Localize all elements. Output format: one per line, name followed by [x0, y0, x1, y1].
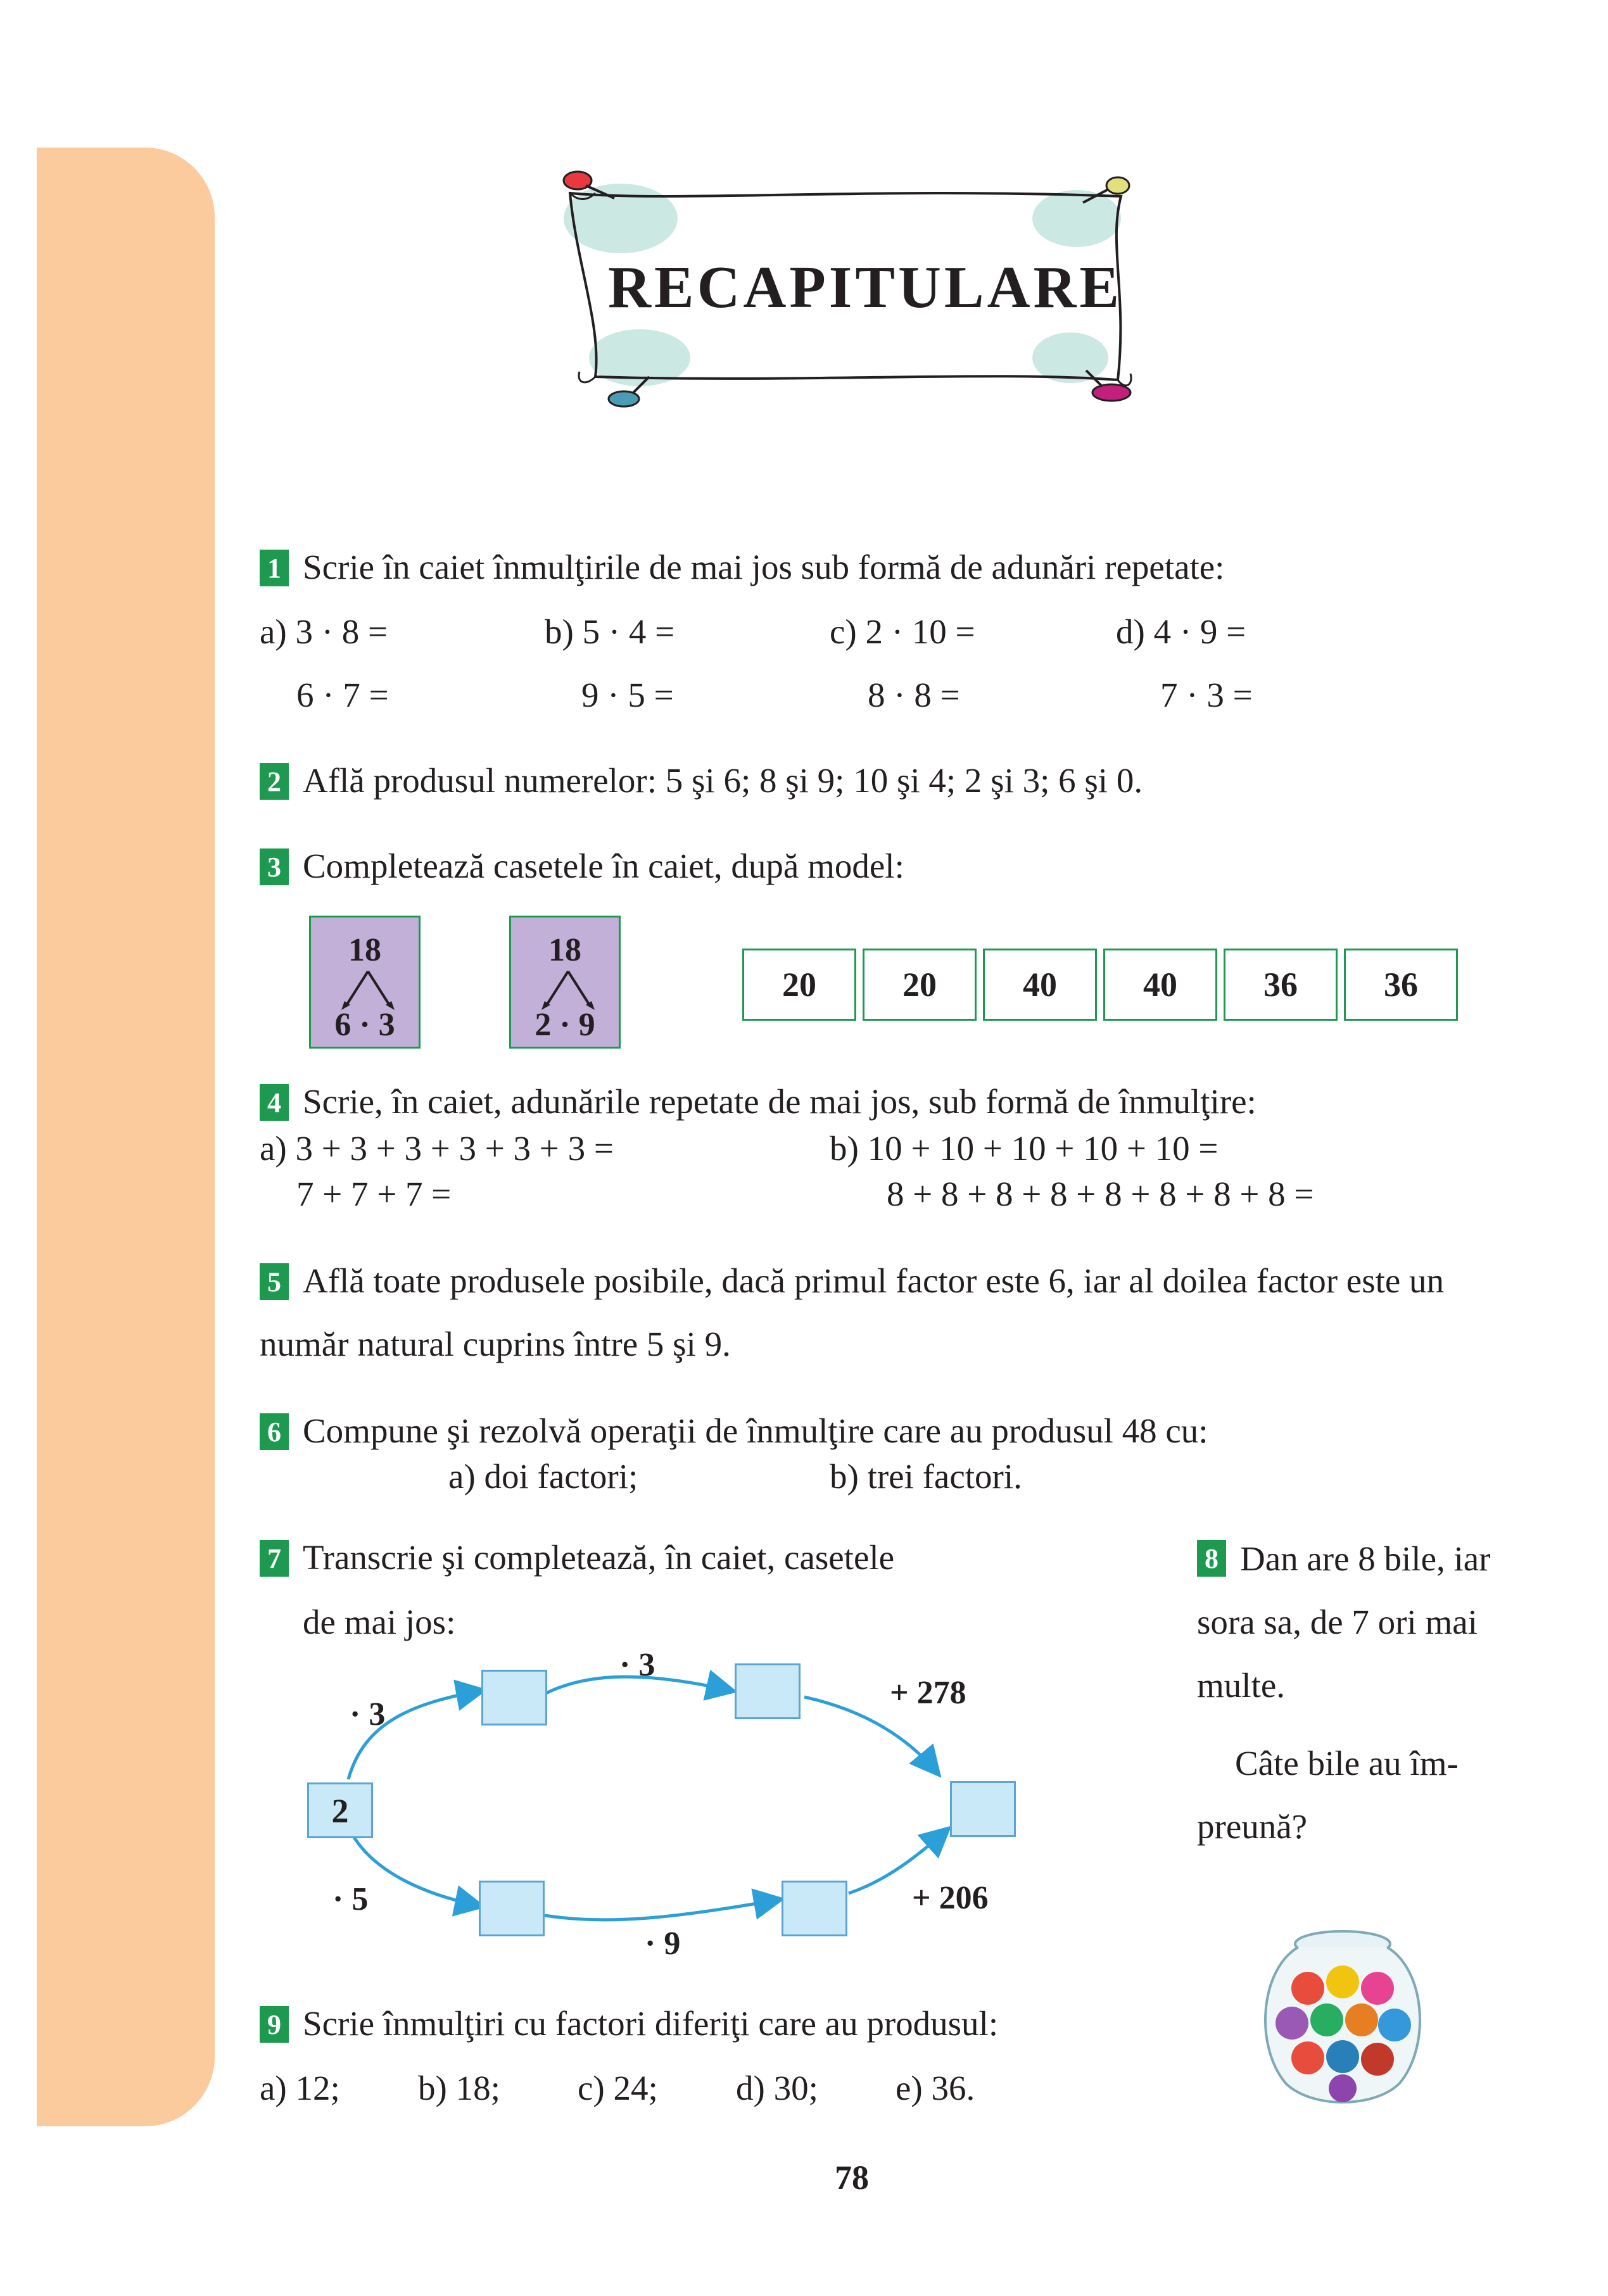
exercise-7-line2: de mai jos: [303, 1603, 456, 1641]
ex9-e: e) 36. [896, 2069, 975, 2107]
model-product: 18 [548, 932, 581, 968]
ex1-d: d) 4 · 9 = [1116, 612, 1246, 651]
answer-box: 40 [983, 949, 1097, 1021]
marble-jar-illustration [1248, 1919, 1438, 2115]
op-upper-left: · 3 [350, 1696, 386, 1732]
ex4-a1: a) 3 + 3 + 3 + 3 + 3 + 3 = [260, 1129, 614, 1168]
exercise-7-line1: Transcrie şi completează, în caiet, casetele [303, 1538, 895, 1577]
empty-box [782, 1881, 847, 1936]
op-upper-mid: · 3 [619, 1647, 655, 1683]
exercise-number: 2 [260, 763, 289, 800]
ex1-b2: 9 · 5 = [581, 676, 674, 714]
model-factors: 2 · 9 [535, 1007, 595, 1043]
empty-box [479, 1881, 545, 1936]
ex4-b2: 8 + 8 + 8 + 8 + 8 + 8 + 8 + 8 = [887, 1175, 1314, 1213]
page-number: 78 [835, 2159, 869, 2197]
exercise-number: 4 [260, 1084, 289, 1121]
exercise-6-prompt: Compune şi rezolvă operaţii de înmulţire care au produsul 48 cu: [303, 1411, 1208, 1450]
page-title: RECAPITULARE [608, 255, 1123, 320]
answer-box: 40 [1103, 949, 1217, 1021]
ex6-b: b) trei factori. [830, 1457, 1022, 1496]
exercise-3-prompt: Completează casetele în caiet, după model: [303, 847, 904, 885]
ex1-b: b) 5 · 4 = [545, 612, 675, 651]
ex1-d2: 7 · 3 = [1160, 676, 1253, 714]
answer-box: 36 [1224, 949, 1338, 1021]
model-box [509, 916, 621, 1049]
exercise-9-prompt: Scrie înmulţiri cu factori diferiţi care au produsul: [303, 2004, 999, 2043]
ex1-a: a) 3 · 8 = [260, 612, 388, 651]
answer-box: 36 [1344, 949, 1458, 1021]
op-lower-left: · 5 [332, 1881, 369, 1917]
empty-box [735, 1663, 801, 1719]
ex6-a: a) doi factori; [448, 1457, 638, 1496]
ex8-question1: Câte bile au îm- [1235, 1744, 1459, 1782]
ex4-a2: 7 + 7 + 7 = [296, 1175, 452, 1213]
ex9-c: c) 24; [578, 2069, 658, 2107]
ex8-question2: preună? [1197, 1807, 1308, 1846]
exercise-number: 7 [260, 1540, 289, 1577]
side-tab [37, 148, 215, 2126]
op-lower-right: + 206 [912, 1880, 989, 1916]
exercise-number: 8 [1197, 1540, 1226, 1577]
model-factors: 6 · 3 [334, 1007, 395, 1043]
ex9-b: b) 18; [418, 2069, 500, 2107]
ex1-a2: 6 · 7 = [296, 676, 389, 714]
ex1-c: c) 2 · 10 = [830, 612, 975, 651]
exercise-number: 5 [260, 1263, 289, 1300]
exercise-5-line2: număr natural cuprins între 5 şi 9. [260, 1325, 731, 1363]
empty-box [481, 1670, 547, 1725]
arrow-lower-mid [545, 1900, 779, 1920]
exercise-number: 3 [260, 848, 289, 885]
answer-box: 20 [742, 949, 856, 1021]
exercise-5-line1: Află toate produsele posibile, dacă primul factor este 6, iar al doilea factor este un [303, 1261, 1445, 1300]
empty-box [950, 1781, 1016, 1837]
ex1-c2: 8 · 8 = [868, 676, 960, 714]
start-box: 2 [307, 1782, 373, 1838]
answer-box: 20 [863, 949, 977, 1021]
exercise-number: 6 [260, 1413, 289, 1450]
exercise-number: 1 [260, 550, 289, 586]
exercise-1-prompt: Scrie în caiet înmulţirile de mai jos sub formă de adunări repetate: [303, 548, 1225, 586]
ex8-line3: multe. [1197, 1666, 1286, 1705]
ex9-d: d) 30; [736, 2069, 818, 2107]
exercise-number: 9 [260, 2006, 289, 2043]
model-product: 18 [348, 932, 381, 968]
exercise-4-prompt: Scrie, în caiet, adunările repetate de mai jos, sub formă de înmulţire: [303, 1082, 1257, 1121]
ex8-line2: sora sa, de 7 ori mai [1197, 1603, 1478, 1641]
exercise-2-prompt: Află produsul numerelor: 5 şi 6; 8 şi 9; 10 şi 4; 2 şi 3; 6 şi 0. [303, 761, 1143, 800]
model-box [309, 916, 421, 1049]
op-upper-right: + 278 [890, 1675, 966, 1711]
ex8-line1: Dan are 8 bile, iar [1240, 1539, 1491, 1578]
op-lower-mid: · 9 [645, 1926, 681, 1962]
ex4-b1: b) 10 + 10 + 10 + 10 + 10 = [830, 1129, 1219, 1168]
ex9-a: a) 12; [260, 2069, 340, 2107]
